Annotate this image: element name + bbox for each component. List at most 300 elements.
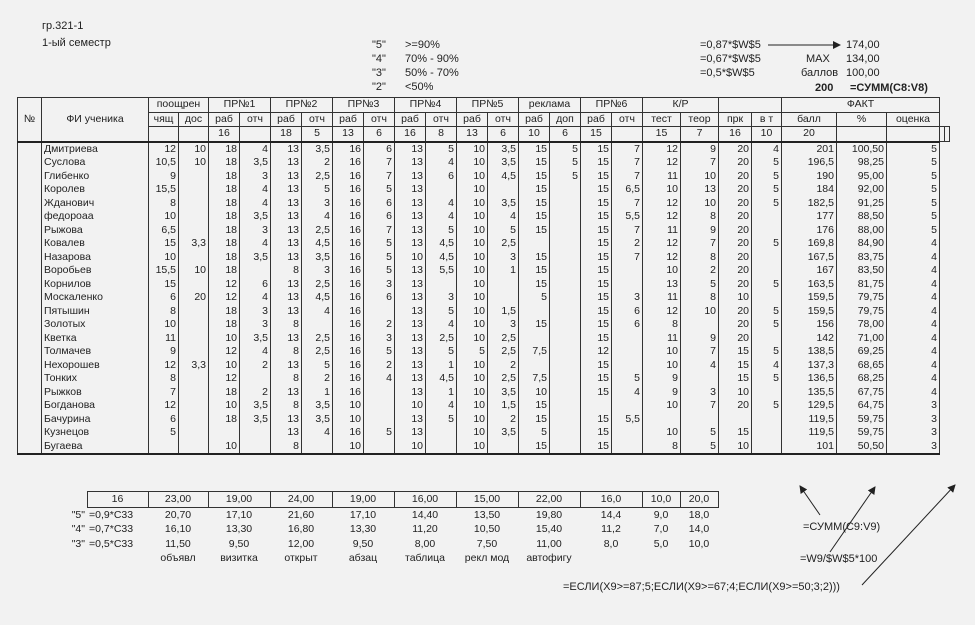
score-cell: 10 bbox=[457, 332, 488, 346]
score-cell: 5 bbox=[550, 156, 581, 170]
score-cell: 15 bbox=[581, 210, 612, 224]
score-cell: 5 bbox=[752, 170, 782, 184]
score-cell: 15 bbox=[149, 278, 179, 292]
score-cell: 15 bbox=[519, 399, 550, 413]
score-cell: 182,5 bbox=[782, 197, 837, 211]
scale-mark-5: "5" bbox=[372, 39, 386, 51]
score-cell: 3 bbox=[240, 318, 271, 332]
score-cell: 10 bbox=[457, 372, 488, 386]
summary-value-cell: 11,20 bbox=[412, 523, 438, 536]
score-cell: 4,5 bbox=[426, 372, 457, 386]
score-cell: 13 bbox=[271, 386, 302, 400]
summary-topic-cell: визитка bbox=[220, 552, 258, 565]
summary-value-cell: 10,50 bbox=[473, 523, 501, 536]
score-cell: 10,5 bbox=[149, 156, 179, 170]
score-cell: 4 bbox=[887, 291, 940, 305]
score-cell: 5 bbox=[488, 224, 519, 238]
score-cell: 8 bbox=[643, 440, 681, 455]
score-cell: 15 bbox=[719, 345, 752, 359]
grade-arrow bbox=[862, 485, 955, 585]
score-cell: 2,5 bbox=[302, 332, 333, 346]
score-cell: 10 bbox=[149, 318, 179, 332]
score-cell: 16 bbox=[333, 224, 364, 238]
score-cell: 10 bbox=[457, 318, 488, 332]
summary-value-cell: 21,60 bbox=[287, 508, 315, 521]
pct-formula-note: =W9/$W$5*100 bbox=[800, 553, 878, 565]
header-name: ФИ ученика bbox=[42, 98, 149, 142]
score-cell: 6,5 bbox=[612, 183, 643, 197]
score-cell: 101 bbox=[782, 440, 837, 455]
summary-value-cell: 18,0 bbox=[688, 508, 710, 521]
score-cell: 12 bbox=[149, 399, 179, 413]
score-cell: 15 bbox=[581, 372, 612, 386]
score-cell: 15 bbox=[581, 197, 612, 211]
score-cell: 10 bbox=[457, 278, 488, 292]
score-cell: 79,75 bbox=[837, 305, 887, 319]
score-cell: 92,00 bbox=[837, 183, 887, 197]
score-cell: 4 bbox=[887, 305, 940, 319]
student-name-cell: Жданович bbox=[42, 197, 149, 211]
score-cell: 12 bbox=[643, 197, 681, 211]
score-cell: 5 bbox=[364, 345, 395, 359]
score-cell: 16 bbox=[333, 291, 364, 305]
score-cell: 135,5 bbox=[782, 386, 837, 400]
student-name-cell: Рыжков bbox=[42, 386, 149, 400]
summary-value-cell: 14,40 bbox=[411, 508, 439, 521]
score-cell: 12 bbox=[581, 345, 612, 359]
score-cell: 16 bbox=[333, 359, 364, 373]
score-cell: 184 bbox=[782, 183, 837, 197]
score-cell: 15 bbox=[519, 224, 550, 238]
score-cell: 176 bbox=[782, 224, 837, 238]
summary-value-cell: 20,70 bbox=[164, 508, 192, 521]
score-cell: 15 bbox=[519, 170, 550, 184]
score-cell: 5 bbox=[887, 156, 940, 170]
score-cell: 10 bbox=[643, 345, 681, 359]
subheader-cell: раб bbox=[457, 112, 488, 127]
scale-mark-4: "4" bbox=[372, 53, 386, 65]
score-cell: 5 bbox=[752, 305, 782, 319]
score-cell: 10 bbox=[209, 359, 240, 373]
score-cell: 8 bbox=[149, 197, 179, 211]
score-cell: 2 bbox=[612, 237, 643, 251]
score-cell: 13 bbox=[271, 197, 302, 211]
summary-value-cell: 14,4 bbox=[600, 508, 622, 521]
score-cell: 12 bbox=[643, 210, 681, 224]
header-group-poощren: поощрен bbox=[149, 98, 209, 113]
total-formula: =СУММ(C8:V8) bbox=[850, 82, 928, 94]
score-cell: 13 bbox=[271, 183, 302, 197]
score-cell: 3,5 bbox=[240, 210, 271, 224]
score-cell: 15 bbox=[581, 291, 612, 305]
score-cell: 10 bbox=[457, 183, 488, 197]
score-cell: 5 bbox=[887, 197, 940, 211]
score-cell: 20 bbox=[719, 251, 752, 265]
score-cell: 10 bbox=[179, 156, 209, 170]
score-cell: 95,00 bbox=[837, 170, 887, 184]
score-cell: 50,50 bbox=[837, 440, 887, 455]
threshold-formula-2: =0,67*$W$5 bbox=[700, 53, 761, 65]
score-cell: 16 bbox=[333, 251, 364, 265]
header-group-pr4: ПР№4 bbox=[395, 98, 457, 113]
score-cell: 7 bbox=[681, 345, 719, 359]
score-cell: 6 bbox=[364, 142, 395, 157]
score-cell: 12 bbox=[209, 372, 240, 386]
max-points-cell: 7 bbox=[681, 127, 719, 142]
score-cell: 5 bbox=[302, 359, 333, 373]
score-cell: 5 bbox=[752, 156, 782, 170]
score-cell: 7 bbox=[612, 170, 643, 184]
group-label: гр.321-1 bbox=[42, 20, 84, 32]
score-cell: 16 bbox=[333, 372, 364, 386]
score-cell: 13 bbox=[395, 224, 426, 238]
score-cell: 69,25 bbox=[837, 345, 887, 359]
score-cell: 5 bbox=[887, 142, 940, 157]
summary-value-cell: 11,2 bbox=[601, 523, 621, 536]
score-cell: 10 bbox=[457, 413, 488, 427]
subheader-cell: отч bbox=[612, 112, 643, 127]
score-cell: 15 bbox=[581, 183, 612, 197]
score-cell: 159,5 bbox=[782, 305, 837, 319]
score-cell: 3,5 bbox=[302, 413, 333, 427]
score-cell: 7,5 bbox=[519, 372, 550, 386]
score-cell: 10 bbox=[457, 224, 488, 238]
score-cell: 13 bbox=[271, 291, 302, 305]
summary-total-cell: 10,0 bbox=[642, 492, 680, 508]
student-name-cell: Кветка bbox=[42, 332, 149, 346]
score-cell: 15 bbox=[519, 318, 550, 332]
score-cell: 13 bbox=[395, 305, 426, 319]
score-cell: 10 bbox=[149, 210, 179, 224]
student-name-cell: Рыжова bbox=[42, 224, 149, 238]
score-cell: 18 bbox=[209, 170, 240, 184]
score-cell: 13 bbox=[271, 170, 302, 184]
score-cell: 91,25 bbox=[837, 197, 887, 211]
score-cell: 1 bbox=[302, 386, 333, 400]
score-cell: 67,75 bbox=[837, 386, 887, 400]
score-cell: 5 bbox=[364, 251, 395, 265]
score-cell: 2 bbox=[681, 264, 719, 278]
score-cell: 13 bbox=[271, 332, 302, 346]
score-cell: 13 bbox=[271, 426, 302, 440]
score-cell: 4 bbox=[752, 359, 782, 373]
summary-formula-cell: =0,9*C33 bbox=[89, 508, 134, 521]
summary-value-cell: 11,50 bbox=[165, 537, 191, 550]
score-cell: 11 bbox=[643, 332, 681, 346]
score-cell: 6 bbox=[612, 318, 643, 332]
summary-value-cell: 9,0 bbox=[653, 508, 669, 521]
summary-mark-cell: "5" bbox=[71, 508, 85, 521]
score-cell: 10 bbox=[643, 264, 681, 278]
score-cell: 71,00 bbox=[837, 332, 887, 346]
score-cell: 5 bbox=[681, 278, 719, 292]
score-cell: 13 bbox=[271, 210, 302, 224]
max-points-cell: 18 bbox=[271, 127, 302, 142]
score-cell: 5 bbox=[302, 183, 333, 197]
score-cell: 20 bbox=[719, 197, 752, 211]
score-cell: 6 bbox=[149, 413, 179, 427]
score-cell: 18 bbox=[209, 413, 240, 427]
sum-formula-note: =СУММ(C9:V9) bbox=[803, 521, 881, 533]
score-cell: 5 bbox=[426, 413, 457, 427]
score-cell: 10 bbox=[457, 142, 488, 157]
score-cell: 4 bbox=[887, 264, 940, 278]
score-cell: 3,5 bbox=[302, 251, 333, 265]
score-cell: 5 bbox=[681, 426, 719, 440]
score-cell: 16 bbox=[333, 345, 364, 359]
score-cell: 7 bbox=[612, 197, 643, 211]
subheader-cell: отч bbox=[364, 112, 395, 127]
summary-topic-cell: объявл bbox=[160, 552, 196, 565]
summary-total-cell: 16 bbox=[87, 492, 148, 508]
score-cell: 3 bbox=[887, 413, 940, 427]
score-cell: 15 bbox=[581, 440, 612, 455]
score-cell: 7 bbox=[681, 156, 719, 170]
score-cell: 3,3 bbox=[179, 359, 209, 373]
student-name-cell: Дмитриева bbox=[42, 142, 149, 157]
score-cell: 8 bbox=[271, 399, 302, 413]
score-cell: 15 bbox=[149, 237, 179, 251]
score-cell: 20 bbox=[719, 142, 752, 157]
threshold-value-3: 100,00 bbox=[846, 67, 880, 79]
score-cell: 15 bbox=[519, 264, 550, 278]
score-cell: 15 bbox=[519, 251, 550, 265]
score-cell: 5 bbox=[752, 399, 782, 413]
score-cell: 2,5 bbox=[302, 345, 333, 359]
score-cell: 4,5 bbox=[426, 237, 457, 251]
semester-label: 1-ый семестр bbox=[42, 37, 111, 49]
score-cell: 15 bbox=[519, 440, 550, 455]
score-cell: 20 bbox=[719, 305, 752, 319]
total-value: 200 bbox=[815, 82, 834, 94]
score-cell: 10 bbox=[457, 359, 488, 373]
summary-value-cell: 7,50 bbox=[476, 537, 498, 550]
score-cell: 4 bbox=[240, 345, 271, 359]
score-cell: 10 bbox=[681, 197, 719, 211]
header-group-pr2: ПР№2 bbox=[271, 98, 333, 113]
header-num: № bbox=[18, 98, 42, 142]
score-cell: 13 bbox=[395, 278, 426, 292]
score-cell: 196,5 bbox=[782, 156, 837, 170]
score-cell: 16 bbox=[333, 210, 364, 224]
score-cell: 138,5 bbox=[782, 345, 837, 359]
grade-formula-note: =ЕСЛИ(X9>=87;5;ЕСЛИ(X9>=67;4;ЕСЛИ(X9>=50;3;2))) bbox=[563, 581, 840, 593]
student-name-cell: Корнилов bbox=[42, 278, 149, 292]
score-cell: 4 bbox=[302, 305, 333, 319]
summary-topic-cell: открыт bbox=[284, 552, 318, 565]
score-cell: 64,75 bbox=[837, 399, 887, 413]
score-cell: 169,8 bbox=[782, 237, 837, 251]
score-cell: 119,5 bbox=[782, 426, 837, 440]
score-cell: 78,00 bbox=[837, 318, 887, 332]
score-cell: 4 bbox=[240, 237, 271, 251]
score-cell: 5 bbox=[364, 237, 395, 251]
score-cell: 10 bbox=[457, 426, 488, 440]
subheader-cell: прк bbox=[719, 112, 752, 127]
score-cell: 4 bbox=[887, 372, 940, 386]
score-cell: 3 bbox=[302, 264, 333, 278]
threshold-formula-3: =0,5*$W$5 bbox=[700, 67, 755, 79]
score-cell: 3,5 bbox=[488, 386, 519, 400]
score-cell: 10 bbox=[457, 170, 488, 184]
max-points-cell: 16 bbox=[719, 127, 752, 142]
max-points-cell: 5 bbox=[302, 127, 333, 142]
score-cell: 7 bbox=[681, 237, 719, 251]
summary-total-cell: 22,00 bbox=[518, 492, 580, 508]
score-cell: 2 bbox=[488, 413, 519, 427]
score-cell: 10 bbox=[519, 386, 550, 400]
student-name-cell: Бачурина bbox=[42, 413, 149, 427]
score-cell: 2 bbox=[488, 359, 519, 373]
student-name-cell: Пятышин bbox=[42, 305, 149, 319]
score-cell: 10 bbox=[395, 251, 426, 265]
summary-total-cell: 19,00 bbox=[208, 492, 270, 508]
header-group-pr3: ПР№3 bbox=[333, 98, 395, 113]
score-cell: 9 bbox=[149, 170, 179, 184]
score-cell: 13 bbox=[395, 291, 426, 305]
score-cell: 13 bbox=[395, 170, 426, 184]
summary-total-cell: 15,00 bbox=[456, 492, 518, 508]
score-cell: 10 bbox=[457, 156, 488, 170]
score-cell: 13 bbox=[395, 264, 426, 278]
score-cell: 12 bbox=[643, 251, 681, 265]
score-cell: 3 bbox=[488, 318, 519, 332]
score-cell: 6 bbox=[364, 197, 395, 211]
score-cell: 4 bbox=[887, 359, 940, 373]
score-cell: 3 bbox=[240, 224, 271, 238]
score-cell: 1,5 bbox=[488, 305, 519, 319]
max-points-cell: 15 bbox=[581, 127, 612, 142]
score-cell: 5 bbox=[457, 345, 488, 359]
score-cell: 20 bbox=[719, 264, 752, 278]
score-cell: 13 bbox=[643, 278, 681, 292]
score-cell: 4 bbox=[887, 278, 940, 292]
score-cell: 5 bbox=[364, 183, 395, 197]
score-cell: 15 bbox=[581, 142, 612, 157]
score-cell: 4,5 bbox=[302, 237, 333, 251]
score-cell: 4 bbox=[302, 210, 333, 224]
score-cell: 20 bbox=[719, 399, 752, 413]
score-cell: 4 bbox=[426, 156, 457, 170]
score-cell: 98,25 bbox=[837, 156, 887, 170]
score-cell: 10 bbox=[643, 359, 681, 373]
score-cell: 2,5 bbox=[488, 237, 519, 251]
student-name-cell: Кузнецов bbox=[42, 426, 149, 440]
score-cell: 15,5 bbox=[149, 183, 179, 197]
header-group-reklama: реклама bbox=[519, 98, 581, 113]
score-cell: 7 bbox=[681, 399, 719, 413]
score-cell: 10 bbox=[179, 142, 209, 157]
score-cell: 13 bbox=[395, 345, 426, 359]
max-points-cell: 6 bbox=[488, 127, 519, 142]
score-cell: 4 bbox=[426, 399, 457, 413]
score-cell: 15 bbox=[519, 142, 550, 157]
summary-value-cell: 14,0 bbox=[688, 523, 710, 536]
score-cell: 9 bbox=[149, 345, 179, 359]
score-cell: 4 bbox=[887, 332, 940, 346]
score-cell: 7 bbox=[612, 251, 643, 265]
score-cell: 20 bbox=[719, 183, 752, 197]
header-group-pr5: ПР№5 bbox=[457, 98, 519, 113]
score-cell: 10 bbox=[457, 305, 488, 319]
score-cell: 13 bbox=[395, 210, 426, 224]
score-cell: 13 bbox=[395, 413, 426, 427]
score-cell: 167,5 bbox=[782, 251, 837, 265]
student-name-cell: Богданова bbox=[42, 399, 149, 413]
score-cell: 10 bbox=[457, 440, 488, 455]
score-cell: 5 bbox=[519, 426, 550, 440]
summary-mark-cell: "4" bbox=[71, 523, 85, 536]
score-cell: 18 bbox=[209, 251, 240, 265]
score-cell: 15 bbox=[581, 386, 612, 400]
score-cell: 8 bbox=[271, 318, 302, 332]
score-cell: 13 bbox=[395, 156, 426, 170]
subheader-cell: раб bbox=[395, 112, 426, 127]
score-cell: 13 bbox=[271, 413, 302, 427]
score-cell: 2 bbox=[364, 318, 395, 332]
score-cell: 5 bbox=[426, 345, 457, 359]
score-cell: 16 bbox=[333, 237, 364, 251]
score-cell: 3 bbox=[887, 440, 940, 455]
scale-mark-3: "3" bbox=[372, 67, 386, 79]
score-cell: 88,00 bbox=[837, 224, 887, 238]
score-cell: 5 bbox=[887, 224, 940, 238]
score-cell: 156 bbox=[782, 318, 837, 332]
score-cell: 15 bbox=[581, 278, 612, 292]
score-cell: 2 bbox=[364, 359, 395, 373]
summary-topic-cell: рекл мод bbox=[464, 552, 510, 565]
score-cell: 16 bbox=[333, 156, 364, 170]
score-cell: 3 bbox=[488, 251, 519, 265]
summary-value-cell: 13,50 bbox=[473, 508, 501, 521]
student-name-cell: федороаа bbox=[42, 210, 149, 224]
score-cell: 4 bbox=[887, 386, 940, 400]
summary-total-cell: 23,00 bbox=[148, 492, 208, 508]
score-cell: 3,5 bbox=[240, 251, 271, 265]
score-cell: 3,5 bbox=[488, 197, 519, 211]
header-group-kr: К/Р bbox=[643, 98, 719, 113]
score-cell: 136,5 bbox=[782, 372, 837, 386]
score-cell: 5 bbox=[519, 291, 550, 305]
score-cell: 13 bbox=[395, 197, 426, 211]
summary-value-cell: 17,10 bbox=[349, 508, 377, 521]
score-cell: 3,3 bbox=[179, 237, 209, 251]
score-cell: 18 bbox=[209, 197, 240, 211]
score-cell: 7 bbox=[364, 224, 395, 238]
summary-value-cell: 8,00 bbox=[414, 537, 436, 550]
score-cell: 15 bbox=[581, 251, 612, 265]
score-cell: 2 bbox=[240, 359, 271, 373]
score-cell: 10 bbox=[395, 440, 426, 455]
score-cell: 81,75 bbox=[837, 278, 887, 292]
score-cell: 9 bbox=[681, 142, 719, 157]
threshold-value-1: 174,00 bbox=[846, 39, 880, 51]
score-cell: 6 bbox=[426, 170, 457, 184]
score-cell: 20 bbox=[719, 278, 752, 292]
score-cell: 15,5 bbox=[149, 264, 179, 278]
score-cell: 15 bbox=[719, 426, 752, 440]
score-cell: 5 bbox=[612, 372, 643, 386]
score-cell: 18 bbox=[209, 210, 240, 224]
score-cell: 68,65 bbox=[837, 359, 887, 373]
score-cell: 12 bbox=[149, 142, 179, 157]
score-cell: 3 bbox=[612, 291, 643, 305]
score-cell: 6,5 bbox=[149, 224, 179, 238]
score-cell: 10 bbox=[457, 251, 488, 265]
score-cell: 3,5 bbox=[488, 156, 519, 170]
summary-value-cell: 8,0 bbox=[603, 537, 619, 550]
summary-topic-cell: автофигу bbox=[526, 552, 572, 565]
